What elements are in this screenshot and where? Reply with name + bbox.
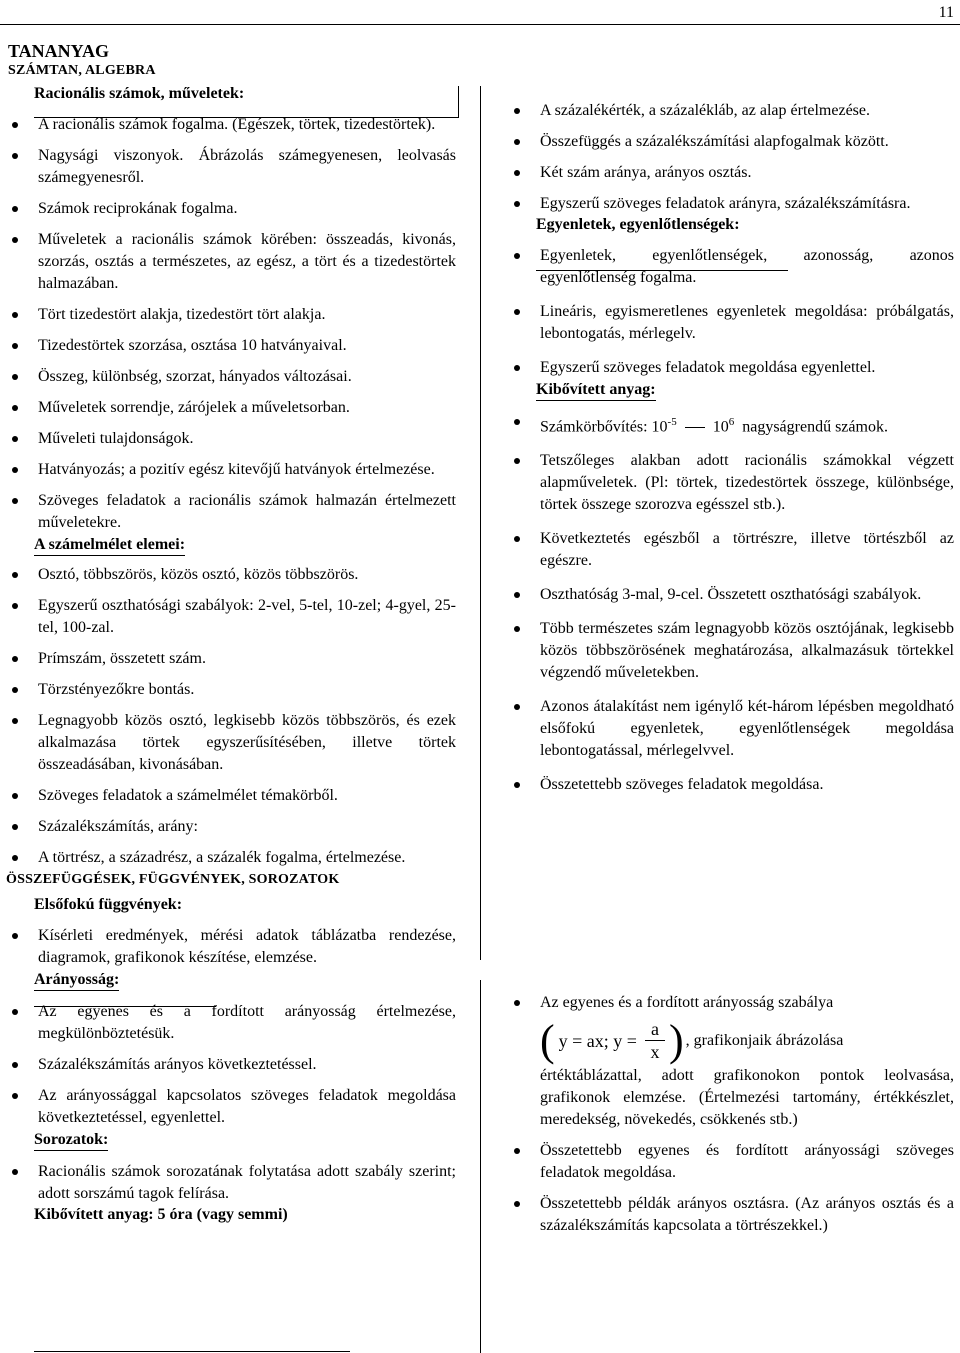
fraction-numerator: a xyxy=(645,1018,665,1041)
list-item: Oszthatóság 3-mal, 9-cel. Összetett oszthatósági szabályok. xyxy=(510,584,954,606)
list-item: Összetettebb példák arányos osztásra. (Az arányos osztás és a százalékszámítás kapcsolata a törtrészekkel.) xyxy=(510,1193,954,1237)
list-item: A százalékérték, a százalékláb, az alap értelmezése. xyxy=(510,100,954,122)
heading-egyenletek: Egyenletek, egyenlőtlenségek: xyxy=(536,216,740,233)
list-fuggvenyek xyxy=(510,992,954,1237)
formula-tail: , grafikonjaik ábrázolása xyxy=(685,1031,844,1049)
list-item: Prímszám, összetett szám. xyxy=(8,648,456,670)
list-item: Százalékszámítás arányos következtetéssel. xyxy=(8,1054,456,1076)
list-item: Osztó, többszörös, közös osztó, közös többszörös. xyxy=(8,564,456,586)
list-racionalis xyxy=(8,114,456,534)
heading-kibovitett-bottom: Kibővített anyag: 5 óra (vagy semmi) xyxy=(34,1206,288,1223)
formula-fraction xyxy=(645,1018,665,1063)
list-item: Az egyenes és a fordított arányosság értelmezése, megkülönböztetésük. xyxy=(8,1001,456,1045)
formula xyxy=(540,1015,954,1065)
heading-elsofoku: Elsőfokú függvények: xyxy=(34,896,183,913)
fraction-denominator: x xyxy=(650,1042,660,1062)
list-item: Racionális számok sorozatának folytatása adott szabály szerint; adott sorszámú tagok felírása. xyxy=(8,1161,456,1205)
list-item: Műveleti tulajdonságok. xyxy=(8,428,456,450)
range-exp2: 6 xyxy=(728,416,735,428)
range-mid: 10 xyxy=(712,418,729,436)
right-column-lower xyxy=(510,992,954,1237)
range-dash xyxy=(685,427,705,428)
list-item: Egyszerű oszthatósági szabályok: 2-vel, 5-tel, 10-zel; 4-gyel, 25-tel, 100-zal. xyxy=(8,595,456,639)
list-szamelmelet xyxy=(8,564,456,869)
section-box-edge xyxy=(458,86,459,118)
list-item: Összetettebb szöveges feladatok megoldása. xyxy=(510,774,954,796)
list-sorozatok xyxy=(8,1161,456,1205)
section-box-rule-3 xyxy=(34,1351,350,1352)
heading-szamelmelet: A számelmélet elemei: xyxy=(34,535,185,556)
column-divider-lower xyxy=(480,980,481,1353)
list-aranyossag xyxy=(8,1001,456,1129)
heading-kibovitett: Kibővített anyag: xyxy=(536,380,656,401)
list-item: Tizedestörtek szorzása, osztása 10 hatványaival. xyxy=(8,335,456,357)
list-item: Kísérleti eredmények, mérési adatok táblázatba rendezése, diagramok, grafikonok készítése, elemzése. xyxy=(8,925,456,969)
range-prefix: Számkörbővítés: 10 xyxy=(540,418,668,436)
list-item: Műveletek sorrendje, zárójelek a műveletsorban. xyxy=(8,397,456,419)
list-szazalek xyxy=(510,100,954,215)
list-egyenletek xyxy=(510,245,954,379)
page-title: TANANYAG xyxy=(8,41,110,61)
formula-intro: Az egyenes és a fordított arányosság szabálya xyxy=(540,994,834,1011)
list-item: Összetettebb egyenes és fordított arányossági szöveges feladatok megoldása. xyxy=(510,1140,954,1184)
list-item-szamkor xyxy=(510,411,954,438)
formula-after: értéktáblázattal, adott grafikonokon pontok leolvasása, grafikonok elemzése. (Értelmezési tartomány, értékkészlet, meredekség, növekedés, csökkenés stb.) xyxy=(540,1067,954,1128)
section-title-fuggvenyek: ÖSSZEFÜGGÉSEK, FÜGGVÉNYEK, SOROZATOK xyxy=(6,872,340,887)
list-item: Nagysági viszonyok. Ábrázolás számegyenesen, leolvasás számegyenesről. xyxy=(8,145,456,189)
column-divider xyxy=(480,86,481,960)
list-item: Szöveges feladatok a racionális számok halmazán értelmezett műveletekre. xyxy=(8,490,456,534)
list-item: Számok reciprokának fogalma. xyxy=(8,198,456,220)
list-item: Következtetés egészből a törtrészre, illetve törtészből az egészre. xyxy=(510,528,954,572)
heading-aranyossag: Arányosság: xyxy=(34,970,119,991)
list-item: Több természetes szám legnagyobb közös osztójának, legkisebb közös többszörösének meghatározása, alkalmazásuk törtekkel végzendő műveletekben. xyxy=(510,618,954,684)
list-item: Hatványozás; a pozitív egész kitevőjű hatványok értelmezése. xyxy=(8,459,456,481)
list-item: Tetszőleges alakban adott racionális számokkal végzett alapműveletek. (Pl: törtek, tizedestörtek összege, különbsége, törtek összege szorozva egésszel stb.). xyxy=(510,450,954,516)
paren-right: ) xyxy=(668,1015,684,1065)
list-item: Százalékszámítás, arány: xyxy=(8,816,456,838)
list-item: Azonos átalakítást nem igénylő két-három lépésben megoldható elsőfokú egyenletek, egyenlőtlenségek megoldása lebontogatással, mérlegelvvel. xyxy=(510,696,954,762)
formula-left: y = ax; y = xyxy=(558,1030,637,1051)
range-suffix: nagyságrendű számok. xyxy=(742,418,888,436)
list-item: Az arányossággal kapcsolatos szöveges feladatok megoldása következtetéssel, egyenlettel. xyxy=(8,1085,456,1129)
left-column xyxy=(8,40,456,1225)
right-column xyxy=(510,100,954,796)
list-item: A törtrész, a századrész, a százalék fogalma, értelmezése. xyxy=(8,847,456,869)
list-item: Legnagyobb közös osztó, legkisebb közös többszörös, és ezek alkalmazása törtek egyszerűsítésében, illetve törtek összeadásában, kivonásában. xyxy=(8,710,456,776)
list-item: Lineáris, egyismeretlenes egyenletek megoldása: próbálgatás, lebontogatás, mérlegelv. xyxy=(510,301,954,345)
page-number: 11 xyxy=(938,4,954,21)
list-item: Műveletek a racionális számok körében: összeadás, kivonás, szorzás, osztás a természetes, az egész, a tört és a tizedestörtek halmazában. xyxy=(8,229,456,295)
heading-racionalis: Racionális számok, műveletek: xyxy=(34,85,245,102)
list-item: Törzstényezőkre bontás. xyxy=(8,679,456,701)
list-item: Egyszerű szöveges feladatok megoldása egyenlettel. xyxy=(510,357,954,379)
list-item: Egyszerű szöveges feladatok arányra, százalékszámításra. xyxy=(510,193,954,215)
list-item: Két szám aránya, arányos osztás. xyxy=(510,162,954,184)
section-title-szamtan: SZÁMTAN, ALGEBRA xyxy=(8,63,156,78)
paren-left: ( xyxy=(540,1015,555,1065)
header-rule xyxy=(0,24,960,25)
list-item: Összeg, különbség, szorzat, hányados változásai. xyxy=(8,366,456,388)
list-item: Összefüggés a százalékszámítási alapfogalmak között. xyxy=(510,131,954,153)
list-elsofoku xyxy=(8,925,456,969)
list-item-aranyossag-szabaly xyxy=(510,992,954,1131)
list-item: A racionális számok fogalma. (Egészek, törtek, tizedestörtek). xyxy=(8,114,456,136)
list-item: Tört tizedestört alakja, tizedestört tört alakja. xyxy=(8,304,456,326)
heading-sorozatok: Sorozatok: xyxy=(34,1130,108,1151)
list-item: Szöveges feladatok a számelmélet témakörből. xyxy=(8,785,456,807)
list-item: Egyenletek, egyenlőtlenségek, azonosság, azonos egyenlőtlenség fogalma. xyxy=(510,245,954,289)
range-exp1: -5 xyxy=(667,416,677,428)
list-kibovitett xyxy=(510,411,954,796)
